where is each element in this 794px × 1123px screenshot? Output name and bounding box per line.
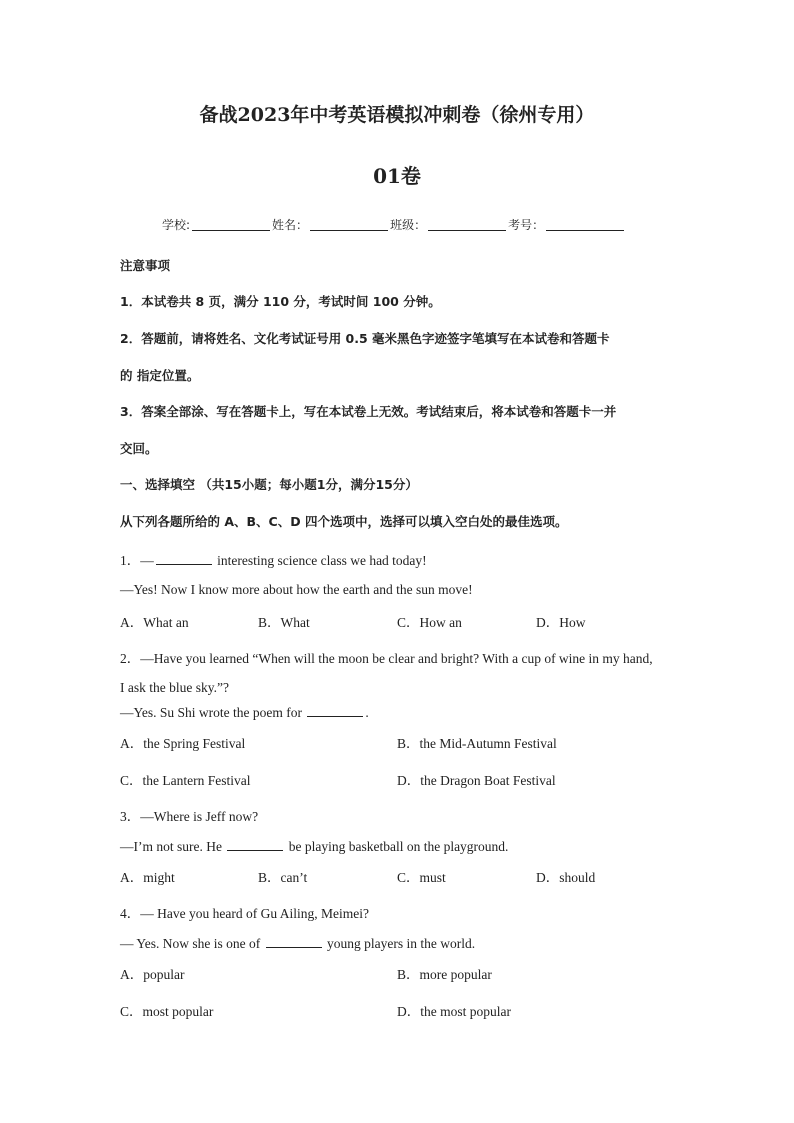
question-3-reply-text: —I’m not sure. He xyxy=(120,839,226,854)
question-1-text: interesting science class we had today! xyxy=(213,553,427,568)
note-item-2-cont: 的 指定位置。 xyxy=(120,368,200,383)
section-heading: 一、选择填空 （共15小题；每小题1分，满分15分） xyxy=(120,477,418,492)
notes-heading: 注意事项 xyxy=(120,258,171,273)
question-2-reply-text: —Yes. Su Shi wrote the poem for xyxy=(120,705,306,720)
question-3-option-a: A．might xyxy=(120,870,175,885)
note-item-2: 2．答题前，请将姓名、文化考试证号用 0.5 毫米黑色字迹签字笔填写在本试卷和答题卡 xyxy=(120,331,610,346)
question-2-stem-cont: I ask the blue sky.”? xyxy=(120,680,229,695)
question-4-option-c: C．most popular xyxy=(120,1004,214,1019)
question-4-option-d: D．the most popular xyxy=(397,1004,511,1019)
answer-blank xyxy=(266,935,322,948)
school-label: 学校: xyxy=(162,218,191,232)
question-4-option-b: B．more popular xyxy=(397,967,492,982)
question-3-reply xyxy=(120,838,508,855)
question-2-option-d: D．the Dragon Boat Festival xyxy=(397,773,556,788)
note-item-3: 3．答案全部涂、写在答题卡上，写在本试卷上无效。考试结束后，将本试卷和答题卡一并 xyxy=(120,404,617,419)
question-1-option-c: C．How an xyxy=(397,615,462,630)
question-2-option-c: C．the Lantern Festival xyxy=(120,773,251,788)
question-3-option-c: C．must xyxy=(397,870,446,885)
question-1-number: 1．— xyxy=(120,553,154,568)
question-1-option-b: B．What xyxy=(258,615,310,630)
exam-volume: 01卷 xyxy=(373,164,421,188)
section-instruction: 从下列各题所给的 A、B、C、D 四个选项中，选择可以填入空白处的最佳选项。 xyxy=(120,514,568,529)
name-label: 姓名： xyxy=(272,218,309,232)
question-2-stem: 2．—Have you learned “When will the moon be clear and bright? With a cup of wine in my hand, xyxy=(120,651,653,666)
exam-number-blank xyxy=(546,218,624,231)
student-info-row xyxy=(162,216,626,233)
question-2-option-a: A．the Spring Festival xyxy=(120,736,246,751)
question-3-option-b: B．can’t xyxy=(258,870,308,885)
note-item-3-cont: 交回。 xyxy=(120,441,158,456)
question-3-reply-end: be playing basketball on the playground. xyxy=(285,839,509,854)
question-4-option-a: A．popular xyxy=(120,967,185,982)
question-1-stem xyxy=(120,549,427,569)
school-blank xyxy=(192,218,270,231)
question-4-reply-text: — Yes. Now she is one of xyxy=(120,936,264,951)
question-4-reply xyxy=(120,935,475,952)
question-2-option-b: B．the Mid-Autumn Festival xyxy=(397,736,557,751)
question-3-option-d: D．should xyxy=(536,870,596,885)
answer-blank xyxy=(307,704,363,717)
question-2-reply xyxy=(120,704,369,721)
question-1-reply: —Yes! Now I know more about how the earth and the sun move! xyxy=(120,582,473,597)
question-3-stem: 3．—Where is Jeff now? xyxy=(120,809,259,824)
answer-blank xyxy=(227,838,283,851)
question-4-stem: 4．— Have you heard of Gu Ailing, Meimei? xyxy=(120,906,369,921)
question-4-reply-end: young players in the world. xyxy=(323,936,476,951)
question-1-option-d: D．How xyxy=(536,615,586,630)
question-2-reply-end: . xyxy=(365,705,369,720)
note-item-1: 1．本试卷共 8 页，满分 110 分，考试时间 100 分钟。 xyxy=(120,294,441,309)
answer-blank xyxy=(156,552,212,565)
name-blank xyxy=(310,218,388,231)
exam-number-label: 考号： xyxy=(508,218,545,232)
class-label: 班级： xyxy=(390,218,427,232)
question-1-option-a: A．What an xyxy=(120,615,189,630)
class-blank xyxy=(428,218,506,231)
exam-title: 备战2023年中考英语模拟冲刺卷（徐州专用） xyxy=(199,104,595,126)
